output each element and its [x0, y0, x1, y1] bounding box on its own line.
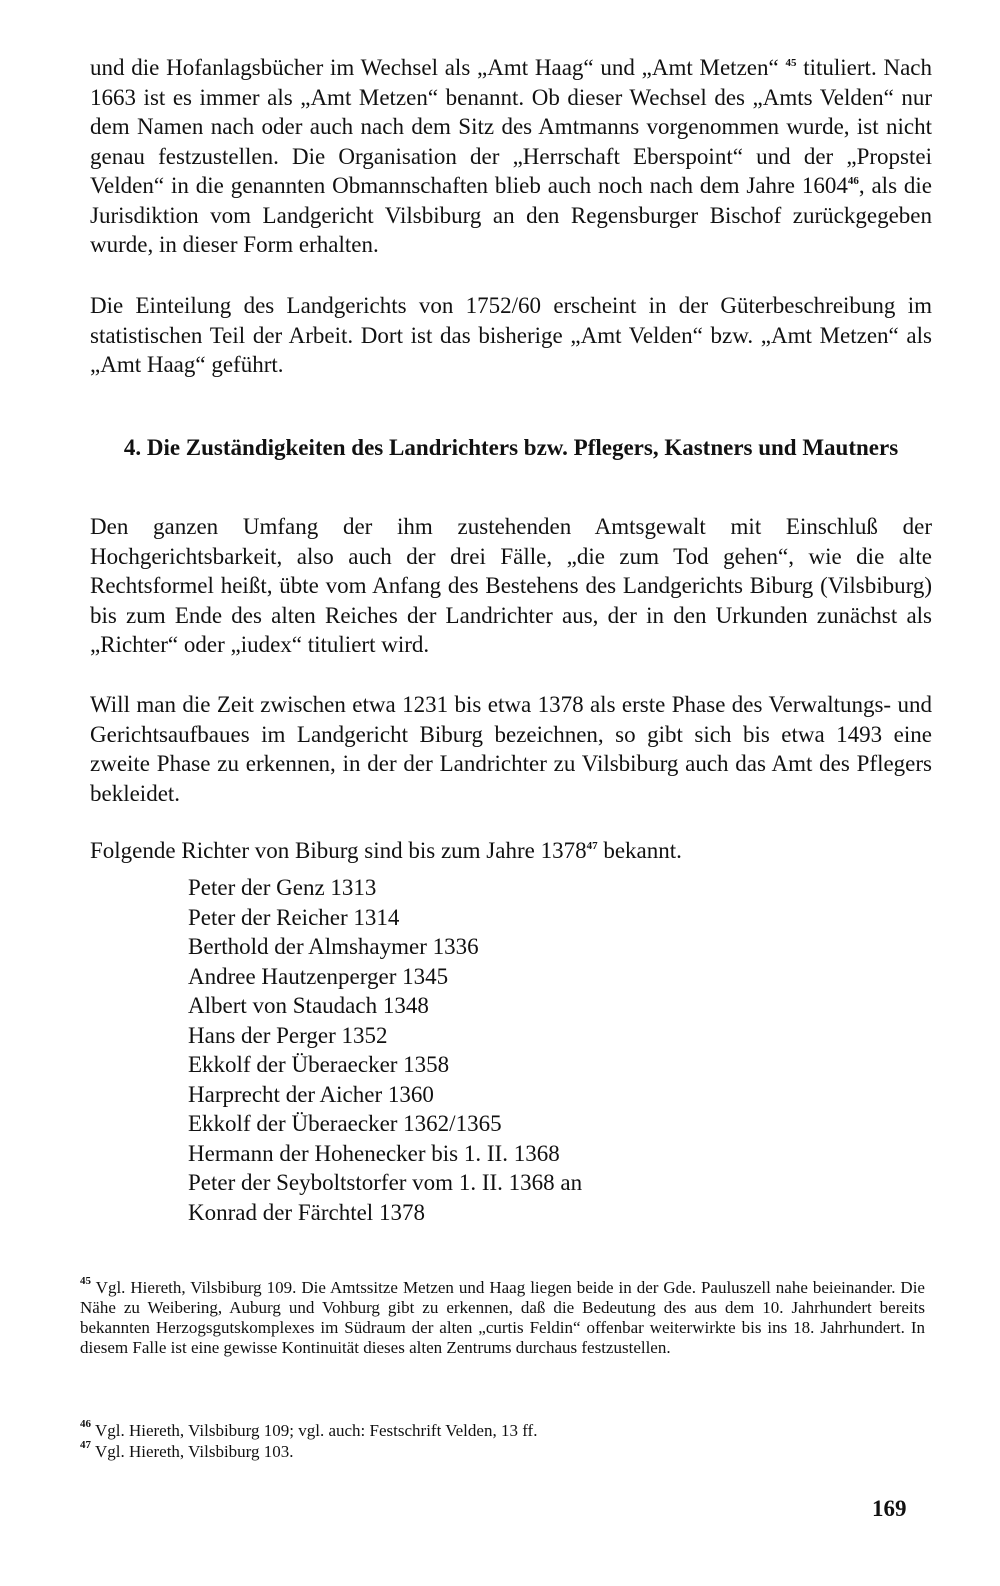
- list-item: Ekkolf der Überaecker 1362/1365: [188, 1111, 502, 1136]
- page-number: 169: [872, 1496, 907, 1521]
- list-item: Andree Hautzenperger 1345: [188, 963, 449, 989]
- footnote-number: 47: [80, 1439, 91, 1451]
- footnote-45: [80, 1275, 925, 1358]
- paragraph-text: Folgende Richter von Biburg sind bis zum Jahre 1378: [90, 838, 587, 863]
- footnote-text: Vgl. Hiereth, Vilsbiburg 109. Die Amtssitze Metzen und Haag liegen beide in der Gde. Pauluszell nahe beieinander. Die Nähe zu Weibering, Auburg und Vohburg gibt zu erkennen, daß die Bedeutung des aus dem 10. Jahrhundert bereits bekannten Herzogsgutskomplexes im Südraum der alten „curtis Feldin“ offenbar weiterwirkte bis ins 18. Jahrhundert. In diesem Falle ist eine gewisse Kontinuität dieses alten Zentrums durchaus festzustellen.: [80, 1278, 925, 1357]
- paragraph-text: tituliert. Nach 1663 ist es immer als „Amt Metzen“ benannt. Ob dieser Wechsel des „Amts Velden“ nur dem Namen nach oder auch nach dem Sitz des Amtmanns vorgenommen wurde, ist nicht genau festzustellen. Die Organisation der „Herrschaft Eberspoint“ und der „Propstei Velden“ in die genannten Obmannschaften blieb auch noch nach dem Jahre 1604: [90, 55, 932, 198]
- section-heading: 4. Die Zuständigkeiten des Landrichters bzw. Pflegers, Kastners und Mautners: [123, 435, 899, 460]
- paragraph-einteilung: Die Einteilung des Landgerichts von 1752/60 erscheint in der Güterbeschreibung im statistischen Teil der Arbeit. Dort ist das bisherige „Amt Velden“ bzw. „Amt Metzen“ als „Amt Haag“ geführt.: [90, 293, 932, 377]
- list-item: Harprecht der Aicher 1360: [188, 1081, 434, 1107]
- paragraph-text: und die Hofanlagsbücher im Wechsel als „Amt Haag“ und „Amt Metzen“: [90, 55, 786, 80]
- footnote-ref-45[interactable]: 45: [785, 57, 797, 69]
- paragraph-text: , als die Jurisdiktion vom Landgericht Vilsbiburg an den Regensburger Bischof zurückgegeben wurde, in dieser Form erhalten.: [90, 173, 932, 257]
- footnote-number: 46: [80, 1418, 91, 1430]
- footnote-ref-47[interactable]: 47: [586, 840, 598, 852]
- paragraph-richter-intro: [90, 836, 932, 866]
- footnote-text: Vgl. Hiereth, Vilsbiburg 109; vgl. auch: Festschrift Velden, 13 ff.: [94, 1421, 538, 1440]
- judges-list: [188, 873, 582, 1227]
- footnote-text: Vgl. Hiereth, Vilsbiburg 103.: [94, 1442, 294, 1461]
- list-item: Berthold der Almshaymer 1336: [188, 934, 479, 959]
- list-item: Hans der Perger 1352: [188, 1022, 388, 1048]
- footnote-46: [80, 1418, 925, 1441]
- footnote-47: [80, 1439, 925, 1462]
- paragraph-text: bekannt.: [597, 838, 682, 863]
- list-item: Ekkolf der Überaecker 1358: [188, 1052, 450, 1077]
- list-item: Peter der Genz 1313: [188, 875, 377, 900]
- paragraph-amt-names: [90, 53, 932, 260]
- list-item: Hermann der Hohenecker bis 1. II. 1368: [188, 1140, 560, 1166]
- list-item: Peter der Seyboltstorfer vom 1. II. 1368 an: [188, 1170, 583, 1195]
- footnote-ref-46[interactable]: 46: [847, 175, 859, 187]
- list-item: Konrad der Färchtel 1378: [188, 1199, 425, 1225]
- list-item: Albert von Staudach 1348: [188, 993, 429, 1018]
- list-item: Peter der Reicher 1314: [188, 904, 400, 930]
- paragraph-phasen: Will man die Zeit zwischen etwa 1231 bis etwa 1378 als erste Phase des Verwaltungs- und Gerichtsaufbaues im Landgericht Biburg bezeichnen, so gibt sich bis etwa 1493 eine zweite Phase zu erkennen, in der der Landrichter zu Vilsbiburg auch das Amt des Pflegers bekleidet.: [90, 692, 932, 806]
- footnote-number: 45: [80, 1275, 91, 1287]
- paragraph-amtsgewalt: Den ganzen Umfang der ihm zustehenden Amtsgewalt mit Einschluß der Hochgerichtsbarkeit, also auch der drei Fälle, „die zum Tod gehen“, wie die alte Rechtsformel heißt, übte vom Anfang des Bestehens des Landgerichts Biburg (Vilsbiburg) bis zum Ende des alten Reiches der Landrichter aus, der in den Urkunden zunächst als „Richter“ oder „iudex“ tituliert wird.: [90, 514, 932, 657]
